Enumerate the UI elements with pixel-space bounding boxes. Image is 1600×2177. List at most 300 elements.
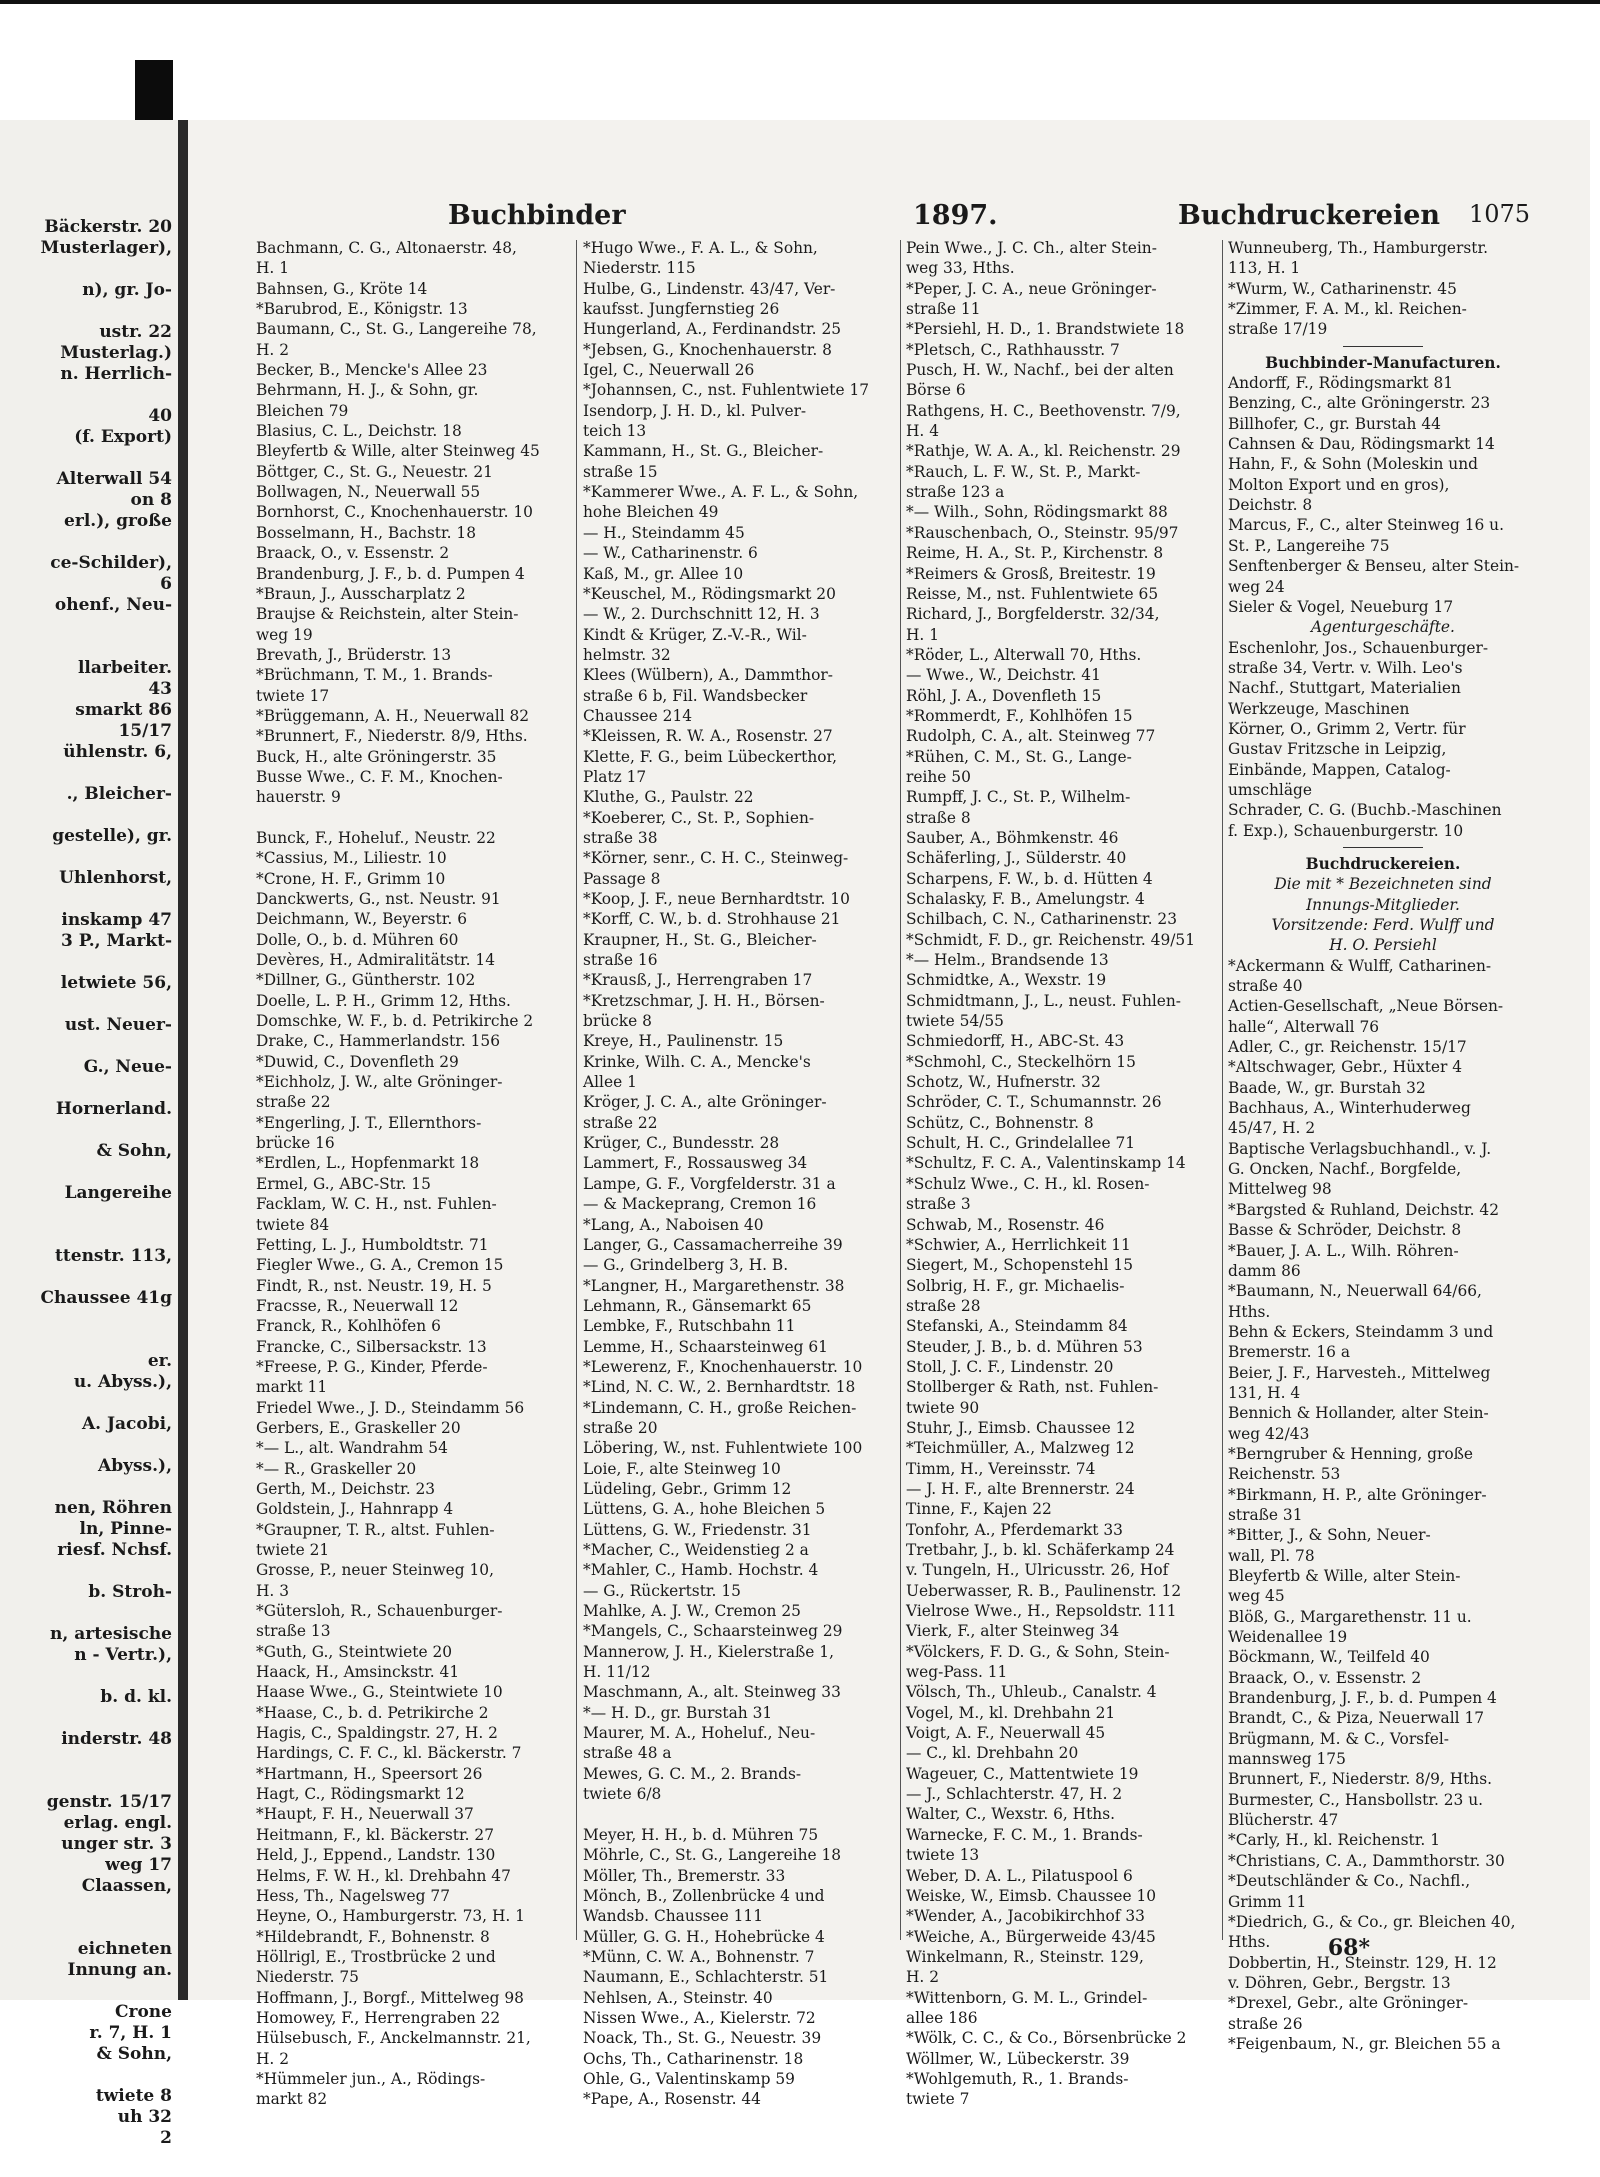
directory-entry-line: *Koeberer, C., St. P., Sophien- [583, 808, 815, 827]
directory-entry-line: v. Döhren, Gebr., Bergstr. 13 [1228, 1973, 1451, 1992]
directory-entry-line: *Kleissen, R. W. A., Rosenstr. 27 [583, 727, 833, 746]
directory-entry-line: *Persiehl, H. D., 1. Brandstwiete 18 [906, 320, 1185, 339]
directory-entry-line: twiete 54/55 [906, 1012, 1004, 1031]
fragment-line: erlag. engl. [63, 1813, 172, 1833]
directory-entry-line: Kaß, M., gr. Allee 10 [583, 564, 744, 583]
fragment-line: b. d. kl. [100, 1687, 172, 1707]
directory-entry-line: Lüttens, G. W., Friedenstr. 31 [583, 1520, 812, 1539]
fragment-line: ust. Neuer- [64, 1015, 172, 1035]
directory-entry-line: Lüttens, G. A., hohe Bleichen 5 [583, 1500, 826, 1519]
directory-entry-line: *Macher, C., Weidenstieg 2 a [583, 1541, 809, 1559]
directory-entry-line: *Zimmer, F. A. M., kl. Reichen- [1228, 300, 1467, 319]
fragment-line: Musterlag.) [60, 343, 172, 363]
directory-entry-line: Bleyfertb & Wille, alter Stein- [1228, 1567, 1461, 1585]
directory-entry-line: Schrader, C. G. (Buchb.-Maschinen [1228, 801, 1502, 820]
directory-entry-line: Deichstr. 8 [1228, 496, 1313, 515]
directory-entry-line: Braack, O., v. Essenstr. 2 [1228, 1668, 1422, 1687]
fragment-line: ühlenstr. 6, [63, 742, 172, 762]
directory-entry-line: *Schultz, F. C. A., Valentinskamp 14 [906, 1154, 1186, 1173]
directory-entry-line: Schilbach, C. N., Catharinenstr. 23 [906, 910, 1177, 929]
fragment-line: u. Abyss.), [73, 1372, 172, 1392]
directory-entry-line: *Feigenbaum, N., gr. Bleichen 55 a [1228, 2034, 1501, 2053]
directory-entry-line: H. 4 [906, 422, 939, 441]
directory-entry-line: Stoll, J. C. F., Lindenstr. 20 [906, 1357, 1114, 1376]
directory-entry-line: Bachmann, C. G., Altonaerstr. 48, [256, 239, 517, 257]
directory-entry-line: Mittelweg 98 [1228, 1180, 1332, 1199]
directory-entry-line: Müller, G. G. H., Hohebrücke 4 [583, 1927, 825, 1946]
directory-entry-line: Heyne, O., Hamburgerstr. 73, H. 1 [256, 1907, 525, 1926]
directory-entry-line: Danckwerts, G., nst. Neustr. 91 [256, 890, 501, 908]
directory-entry-line: *Lang, A., Naboisen 40 [583, 1215, 764, 1234]
directory-entry-line: Adler, C., gr. Reichenstr. 15/17 [1228, 1038, 1467, 1057]
directory-entry-line: Hths. [1228, 1933, 1271, 1952]
directory-entry-line: Franck, R., Kohlhöfen 6 [256, 1317, 441, 1336]
directory-entry-line: Helms, F. W. H., kl. Drehbahn 47 [256, 1866, 511, 1885]
directory-entry-line: Krüger, C., Bundesstr. 28 [583, 1134, 780, 1153]
column-2 [583, 238, 893, 2109]
directory-entry-line: *Schulz Wwe., C. H., kl. Rosen- [906, 1174, 1150, 1193]
directory-entry-line: H. 2 [906, 1968, 939, 1987]
directory-entry-line: Buck, H., alte Gröningerstr. 35 [256, 747, 497, 766]
directory-entry-line: Dobbertin, H., Steinstr. 129, H. 12 [1228, 1953, 1497, 1972]
header-year: 1897. [913, 200, 998, 231]
directory-entry-line: Hths. [1228, 1302, 1271, 1321]
directory-entry-line: *Altschwager, Gebr., Hüxter 4 [1228, 1058, 1463, 1077]
directory-entry-line: *Braun, J., Ausscharplatz 2 [256, 584, 466, 603]
directory-entry-line: Blücherstr. 47 [1228, 1811, 1339, 1830]
directory-entry-line: — H., Steindamm 45 [583, 523, 745, 542]
fragment-line: b. Stroh- [88, 1582, 172, 1602]
directory-entry-line: straße 22 [256, 1093, 331, 1112]
directory-entry-line [256, 808, 566, 828]
fragment-line: Abyss.), [98, 1456, 172, 1476]
directory-entry-line: Molton Export und en gros), [1228, 475, 1450, 494]
directory-entry-line: *Graupner, T. R., altst. Fuhlen- [256, 1520, 495, 1539]
fragment-line: r. 7, H. 1 [89, 2023, 172, 2043]
fragment-line: weg 17 [105, 1855, 172, 1875]
directory-entry-line: Hess, Th., Nagelsweg 77 [256, 1886, 450, 1905]
directory-entry-line: Fetting, L. J., Humboldtstr. 71 [256, 1235, 489, 1254]
directory-entry-line: Weiske, W., Eimsb. Chaussee 10 [906, 1886, 1157, 1905]
directory-entry-line: Einbände, Mappen, Catalog- [1228, 760, 1451, 779]
directory-entry-line: Pein Wwe., J. C. Ch., alter Stein- [906, 239, 1157, 257]
directory-entry-line: *Eichholz, J. W., alte Gröninger- [256, 1073, 503, 1092]
fragment-line: 6 [160, 574, 172, 594]
directory-entry-line: *Jebsen, G., Knochenhauerstr. 8 [583, 340, 832, 359]
directory-entry-line: Gustav Fritzsche in Leipzig, [1228, 740, 1447, 759]
directory-entry-line: Domschke, W. F., b. d. Petrikirche 2 [256, 1012, 534, 1031]
directory-entry-line: — W., 2. Durchschnitt 12, H. 3 [583, 605, 820, 624]
directory-entry-line: Devères, H., Admiralitätstr. 14 [256, 951, 496, 970]
directory-entry-line: Doelle, L. P. H., Grimm 12, Hths. [256, 991, 511, 1010]
directory-entry-line: *Carly, H., kl. Reichenstr. 1 [1228, 1831, 1440, 1850]
directory-entry-line: Stollberger & Rath, nst. Fuhlen- [906, 1378, 1159, 1397]
directory-entry-line: *Haupt, F. H., Neuerwall 37 [256, 1805, 474, 1824]
directory-entry-line: Richard, J., Borgfelderstr. 32/34, [906, 605, 1160, 624]
directory-entry-line: *Duwid, C., Dovenfleth 29 [256, 1052, 459, 1071]
directory-entry-line: Nachf., Stuttgart, Materialien [1228, 679, 1461, 698]
directory-entry-line: Baade, W., gr. Burstah 32 [1228, 1078, 1426, 1097]
directory-entry-line: Vielrose Wwe., H., Repsoldstr. 111 [906, 1602, 1177, 1621]
directory-entry-line: Naumann, E., Schlachterstr. 51 [583, 1968, 829, 1987]
directory-entry-line: Böttger, C., St. G., Neuestr. 21 [256, 462, 493, 481]
directory-entry-line: Brevath, J., Brüderstr. 13 [256, 645, 452, 664]
directory-entry-line: twiete 7 [906, 2090, 970, 2109]
signature-mark: 68* [1327, 1935, 1370, 1961]
directory-entry-line: *Rommerdt, F., Kohlhöfen 15 [906, 706, 1133, 725]
directory-entry-line: Möller, Th., Bremerstr. 33 [583, 1866, 786, 1885]
directory-entry-line: Höllrigl, E., Trostbrücke 2 und [256, 1947, 496, 1966]
directory-entry-line: Facklam, W. C. H., nst. Fuhlen- [256, 1195, 497, 1214]
directory-entry-line: Bennich & Hollander, alter Stein- [1228, 1404, 1489, 1423]
fragment-line: riesf. Nchsf. [57, 1540, 172, 1560]
directory-entry-line: straße 38 [583, 828, 658, 847]
directory-entry-line: Ueberwasser, R. B., Paulinenstr. 12 [906, 1581, 1182, 1600]
fragment-line: inskamp 47 [61, 910, 172, 930]
directory-entry-line: Marcus, F., C., alter Steinweg 16 u. [1228, 516, 1504, 535]
fragment-line: twiete 8 [95, 2086, 172, 2106]
directory-entry-line: reihe 50 [906, 767, 971, 786]
directory-entry-line: Held, J., Eppend., Landstr. 130 [256, 1846, 496, 1865]
directory-entry-line: *Birkmann, H. P., alte Gröninger- [1228, 1485, 1487, 1504]
fragment-line: inderstr. 48 [61, 1729, 172, 1749]
fragment-line: uh 32 [117, 2107, 172, 2127]
directory-entry-line: Friedel Wwe., J. D., Steindamm 56 [256, 1398, 525, 1417]
directory-entry-line: *Langner, H., Margarethenstr. 38 [583, 1276, 845, 1295]
directory-entry-line: *Dillner, G., Güntherstr. 102 [256, 971, 476, 990]
directory-entry-line: *Reimers & Grosß, Breitestr. 19 [906, 564, 1156, 583]
directory-entry-line: 113, H. 1 [1228, 259, 1301, 278]
directory-entry-line: *Wender, A., Jacobikirchhof 33 [906, 1907, 1145, 1926]
directory-entry-line: Actien-Gesellschaft, „Neue Börsen- [1228, 997, 1504, 1016]
directory-entry-line: Scharpens, F. W., b. d. Hütten 4 [906, 869, 1153, 888]
directory-entry-line: straße 3 [906, 1195, 971, 1214]
directory-entry-line: Wöllmer, W., Lübeckerstr. 39 [906, 2049, 1130, 2068]
directory-entry-line: straße 13 [256, 1622, 331, 1641]
directory-entry-line: Weber, D. A. L., Pilatuspool 6 [906, 1866, 1133, 1885]
directory-entry-line: *Körner, senr., C. H. C., Steinweg- [583, 849, 849, 868]
directory-entry-line: *— L., alt. Wandrahm 54 [256, 1439, 448, 1458]
directory-entry-line: St. P., Langereihe 75 [1228, 536, 1390, 555]
directory-entry-line: *Münn, C. W. A., Bohnenstr. 7 [583, 1947, 815, 1966]
directory-entry-line: Reisse, M., nst. Fuhlentwiete 65 [906, 584, 1159, 603]
directory-entry-line: Voigt, A. F., Neuerwall 45 [906, 1724, 1106, 1743]
directory-entry-line: brücke 8 [583, 1012, 652, 1031]
header-section-right: Buchdruckereien [1178, 200, 1441, 231]
directory-entry-line: H. 1 [906, 625, 939, 644]
directory-entry-line: Findt, R., nst. Neustr. 19, H. 5 [256, 1276, 492, 1295]
directory-entry-line: Röhl, J. A., Dovenfleth 15 [906, 686, 1102, 705]
directory-entry-line: Wageuer, C., Mattentwiete 19 [906, 1764, 1139, 1783]
directory-entry-line: Kraupner, H., St. G., Bleicher- [583, 930, 817, 949]
directory-entry-line: Körner, O., Grimm 2, Vertr. für [1228, 719, 1466, 738]
directory-entry-line: *Schmohl, C., Steckelhörn 15 [906, 1052, 1136, 1071]
fragment-line: ln, Pinne- [79, 1519, 172, 1539]
directory-entry-line: Klette, F. G., beim Lübeckerthor, [583, 747, 838, 766]
directory-entry-line: H. 11/12 [583, 1663, 651, 1682]
directory-entry-line: Mannerow, J. H., Kielerstraße 1, [583, 1642, 834, 1661]
section-note: Agenturgeschäfte. [1311, 618, 1455, 637]
directory-entry-line: *Krausß, J., Herrengraben 17 [583, 971, 813, 990]
fragment-line: 3 P., Markt- [61, 931, 172, 951]
directory-entry-line: umschläge [1228, 780, 1312, 799]
fragment-line: 40 [148, 406, 172, 426]
fragment-line: G., Neue- [83, 1057, 172, 1077]
directory-entry-line: *Kretzschmar, J. H. H., Börsen- [583, 991, 825, 1010]
fragment-line: Claassen, [81, 1876, 172, 1896]
directory-entry-line: Noack, Th., St. G., Neuestr. 39 [583, 2029, 822, 2048]
directory-entry-line: Hoffmann, J., Borgf., Mittelweg 98 [256, 1988, 524, 2007]
directory-entry-line: twiete 13 [906, 1846, 980, 1865]
directory-entry-line: *Ackermann & Wulff, Catharinen- [1228, 956, 1492, 975]
directory-entry-line: Brandenburg, J. F., b. d. Pumpen 4 [256, 564, 525, 583]
directory-entry-line: *Rauch, L. F. W., St. P., Markt- [906, 462, 1141, 481]
directory-entry-line: straße 17/19 [1228, 320, 1328, 339]
directory-entry-line: *Hümmeler jun., A., Rödings- [256, 2069, 486, 2088]
directory-entry-line: twiete 6/8 [583, 1785, 662, 1804]
directory-entry-line: Senftenberger & Benseu, alter Stein- [1228, 557, 1520, 576]
directory-entry-line: Passage 8 [583, 869, 661, 888]
directory-entry-line: — C., kl. Drehbahn 20 [906, 1744, 1079, 1763]
directory-entry-line: Fiegler Wwe., G. A., Cremon 15 [256, 1256, 504, 1275]
directory-entry-line: *Schmidt, F. D., gr. Reichenstr. 49/51 [906, 930, 1195, 949]
directory-entry-line: *Peper, J. C. A., neue Gröninger- [906, 279, 1157, 298]
directory-entry-line: twiete 17 [256, 686, 330, 705]
directory-entry-line: Vogel, M., kl. Drehbahn 21 [906, 1703, 1116, 1722]
fragment-line: 43 [148, 679, 172, 699]
directory-entry-line: Brandenburg, J. F., b. d. Pumpen 4 [1228, 1689, 1497, 1708]
directory-entry-line: Brandt, C., & Piza, Neuerwall 17 [1228, 1709, 1485, 1728]
directory-entry-line: straße 22 [583, 1113, 658, 1132]
directory-entry-line: *Mangels, C., Schaarsteinweg 29 [583, 1622, 843, 1641]
directory-entry-line: markt 11 [256, 1378, 328, 1397]
directory-entry-line: Kluthe, G., Paulstr. 22 [583, 788, 754, 807]
directory-entry-line: Mönch, B., Zollenbrücke 4 und [583, 1886, 825, 1905]
directory-entry-line: Schmiedorff, H., ABC-St. 43 [906, 1032, 1125, 1051]
fragment-line: n. Herrlich- [60, 364, 172, 384]
directory-entry-line: Weidenallee 19 [1228, 1628, 1348, 1647]
directory-entry-line: 131, H. 4 [1228, 1383, 1301, 1402]
directory-entry-line: *Engerling, J. T., Ellernthors- [256, 1113, 482, 1132]
directory-entry-line: Lampe, G. F., Vorgfelderstr. 31 a [583, 1174, 836, 1193]
directory-entry-line: *Korff, C. W., b. d. Strohhause 21 [583, 910, 841, 929]
directory-entry-line: Blasius, C. L., Deichstr. 18 [256, 422, 462, 441]
directory-entry-line: damm 86 [1228, 1261, 1301, 1280]
directory-entry-line: *Brüchmann, T. M., 1. Brands- [256, 666, 493, 685]
directory-entry-line: hohe Bleichen 49 [583, 503, 719, 522]
directory-entry-line: hauerstr. 9 [256, 788, 341, 807]
directory-entry-line: *Pletsch, C., Rathhausstr. 7 [906, 340, 1120, 359]
directory-entry-line: *Röder, L., Alterwall 70, Hths. [906, 645, 1142, 664]
directory-entry-line: Hagt, C., Rödingsmarkt 12 [256, 1785, 465, 1804]
fragment-line: unger str. 3 [61, 1834, 172, 1854]
directory-entry-line: Reichenstr. 53 [1228, 1465, 1341, 1484]
directory-entry-line: Haase Wwe., G., Steintwiete 10 [256, 1683, 503, 1702]
directory-entry-line: Goldstein, J., Hahnrapp 4 [256, 1500, 454, 1519]
directory-entry-line: straße 34, Vertr. v. Wilh. Leo's [1228, 658, 1463, 677]
directory-entry-line: Mahlke, A. J. W., Cremon 25 [583, 1602, 801, 1621]
directory-entry-line: Bachhaus, A., Winterhuderweg [1228, 1099, 1471, 1118]
directory-entry-line: *— Helm., Brandsende 13 [906, 951, 1109, 970]
directory-entry-line: Meyer, H. H., b. d. Mühren 75 [583, 1825, 819, 1844]
directory-entry-line: — W., Catharinenstr. 6 [583, 544, 758, 563]
directory-entry-line: wall, Pl. 78 [1228, 1546, 1315, 1565]
directory-entry-line: *— Wilh., Sohn, Rödingsmarkt 88 [906, 503, 1168, 522]
directory-entry-line: Schult, H. C., Grindelallee 71 [906, 1134, 1136, 1153]
directory-entry-line: straße 6 b, Fil. Wandsbecker [583, 686, 808, 705]
directory-entry-line: Kröger, J. C. A., alte Gröninger- [583, 1093, 827, 1112]
directory-entry-line: straße 31 [1228, 1505, 1303, 1524]
directory-entry-line: Hulbe, G., Lindenstr. 43/47, Ver- [583, 279, 836, 298]
directory-entry-line: Bleichen 79 [256, 401, 349, 420]
fragment-line: Musterlager), [40, 238, 172, 258]
directory-entry-line: halle“, Alterwall 76 [1228, 1017, 1380, 1036]
directory-entry-line: *Lindemann, C. H., große Reichen- [583, 1398, 857, 1417]
directory-entry-line: Timm, H., Vereinsstr. 74 [906, 1459, 1096, 1478]
directory-entry-line: Bleyfertb & Wille, alter Steinweg 45 [256, 442, 540, 461]
directory-entry-line: Bahnsen, G., Kröte 14 [256, 279, 428, 298]
directory-entry-line: *Bargsted & Ruhland, Deichstr. 42 [1228, 1200, 1499, 1219]
directory-entry-line: *Crone, H. F., Grimm 10 [256, 869, 446, 888]
directory-entry-line: — J. H. F., alte Brennerstr. 24 [906, 1479, 1135, 1498]
section-note: Innungs-Mitglieder. [1306, 895, 1460, 914]
directory-entry-line: Ochs, Th., Catharinenstr. 18 [583, 2049, 804, 2068]
directory-entry-line: *Bauer, J. A. L., Wilh. Röhren- [1228, 1241, 1459, 1260]
fragment-line: Langereihe [64, 1183, 172, 1203]
directory-entry-line: Gerth, M., Deichstr. 23 [256, 1479, 436, 1498]
directory-entry-line: Siegert, M., Schopenstehl 15 [906, 1256, 1134, 1275]
directory-entry-line: Schäferling, J., Sülderstr. 40 [906, 849, 1127, 868]
fragment-line: n, artesische [50, 1624, 172, 1644]
directory-entry-line: Schütz, C., Bohnenstr. 8 [906, 1113, 1094, 1132]
directory-entry-line: H. 2 [256, 340, 289, 359]
directory-entry-line: Fracsse, R., Neuerwall 12 [256, 1296, 459, 1315]
directory-entry-line: Benzing, C., alte Gröningerstr. 23 [1228, 394, 1491, 413]
directory-entry-line: *Freese, P. G., Kinder, Pferde- [256, 1357, 488, 1376]
directory-entry-line: *Teichmüller, A., Malzweg 12 [906, 1439, 1135, 1458]
directory-entry-line: *— H. D., gr. Burstah 31 [583, 1703, 773, 1722]
directory-entry-line: Baptische Verlagsbuchhandl., v. J. [1228, 1139, 1492, 1158]
scan-top-edge [0, 0, 1600, 4]
directory-entry-line: *Völckers, F. D. G., & Sohn, Stein- [906, 1642, 1170, 1661]
fragment-line: ce-Schilder), [50, 553, 172, 573]
fragment-line: ohenf., Neu- [54, 595, 172, 615]
directory-entry-line: *Hartmann, H., Speersort 26 [256, 1764, 483, 1783]
fragment-line: Chaussee 41g [40, 1288, 172, 1308]
directory-entry-line: v. Tungeln, H., Ulricusstr. 26, Hof [906, 1561, 1169, 1580]
directory-entry-line: *Guth, G., Steintwiete 20 [256, 1642, 453, 1661]
directory-entry-line: Kindt & Krüger, Z.-V.-R., Wil- [583, 625, 807, 644]
directory-entry-line: Niederstr. 115 [583, 259, 696, 278]
directory-entry-line: helmstr. 32 [583, 645, 671, 664]
directory-entry-line: *Wölk, C. C., & Co., Börsenbrücke 2 [906, 2029, 1187, 2048]
directory-entry-line: Pusch, H. W., Nachf., bei der alten [906, 361, 1174, 380]
directory-entry-line: Bunck, F., Hoheluf., Neustr. 22 [256, 828, 496, 847]
directory-entry-line: Rudolph, C. A., alt. Steinweg 77 [906, 727, 1156, 746]
directory-entry-line: weg 42/43 [1228, 1424, 1310, 1443]
directory-entry-line: Kreye, H., Paulinenstr. 15 [583, 1032, 784, 1051]
directory-entry-line: Behrmann, H. J., & Sohn, gr. [256, 381, 479, 400]
fragment-line: Bäckerstr. 20 [44, 217, 172, 237]
directory-entry-line: straße 8 [906, 808, 971, 827]
section-rule [1343, 847, 1423, 848]
directory-entry-line: Ohle, G., Valentinskamp 59 [583, 2069, 795, 2088]
directory-entry-line: Allee 1 [583, 1073, 637, 1092]
directory-entry-line: Völsch, Th., Uhleub., Canalstr. 4 [906, 1683, 1157, 1702]
fragment-line: & Sohn, [96, 2044, 172, 2064]
directory-entry-line: *Johannsen, C., nst. Fuhlentwiete 17 [583, 381, 870, 400]
directory-entry-line: Bremerstr. 16 a [1228, 1343, 1351, 1362]
directory-entry-line: twiete 84 [256, 1215, 330, 1234]
directory-entry-line: Cahnsen & Dau, Rödingsmarkt 14 [1228, 435, 1495, 454]
directory-entry-line: G. Oncken, Nachf., Borgfelde, [1228, 1160, 1462, 1179]
directory-entry-line: Haack, H., Amsinckstr. 41 [256, 1663, 460, 1682]
directory-entry-line: f. Exp.), Schauenburgerstr. 10 [1228, 821, 1464, 840]
fragment-line: genstr. 15/17 [46, 1792, 172, 1812]
directory-entry-line: markt 82 [256, 2090, 328, 2109]
directory-entry-line: Drake, C., Hammerlandstr. 156 [256, 1032, 501, 1051]
directory-entry-line: Hagis, C., Spaldingstr. 27, H. 2 [256, 1724, 498, 1743]
directory-entry-line: Schalasky, F. B., Amelungstr. 4 [906, 890, 1145, 908]
section-note: Die mit * Bezeichneten sind [1274, 875, 1492, 894]
directory-entry-line: Grimm 11 [1228, 1892, 1307, 1911]
directory-entry-line: teich 13 [583, 422, 647, 441]
directory-entry-line: H. 3 [256, 1581, 289, 1600]
directory-entry-line: Platz 17 [583, 767, 647, 786]
directory-entry-line: weg-Pass. 11 [906, 1663, 1008, 1682]
directory-entry-line: Walter, C., Wexstr. 6, Hths. [906, 1805, 1115, 1824]
directory-entry-line: Isendorp, J. H. D., kl. Pulver- [583, 401, 807, 420]
directory-entry-line: Bosselmann, H., Bachstr. 18 [256, 523, 477, 542]
directory-entry-line: Stuhr, J., Eimsb. Chaussee 12 [906, 1418, 1136, 1437]
directory-entry-line: — Wwe., W., Deichstr. 41 [906, 666, 1101, 685]
fragment-line: 2 [160, 2128, 172, 2148]
directory-entry-line: Lammert, F., Rossausweg 34 [583, 1154, 808, 1173]
directory-entry-line: Bornhorst, C., Knochenhauerstr. 10 [256, 503, 533, 522]
column-divider [1222, 240, 1223, 1940]
directory-entry-line: straße 16 [583, 951, 658, 970]
directory-entry-line: Ermel, G., ABC-Str. 15 [256, 1174, 431, 1193]
directory-entry-line: Winkelmann, R., Steinstr. 129, [906, 1947, 1144, 1966]
directory-entry-line: Vierk, F., alter Steinweg 34 [906, 1622, 1120, 1641]
directory-entry-line: Wunneuberg, Th., Hamburgerstr. [1228, 239, 1489, 257]
directory-entry-line: Deichmann, W., Beyerstr. 6 [256, 910, 467, 929]
fragment-line: on 8 [130, 490, 172, 510]
fragment-line: 15/17 [118, 721, 172, 741]
directory-entry-line: Lehmann, R., Gänsemarkt 65 [583, 1296, 812, 1315]
directory-entry-line: Warnecke, F. C. M., 1. Brands- [906, 1825, 1143, 1844]
directory-entry-line: *Lewerenz, F., Knochenhauerstr. 10 [583, 1357, 863, 1376]
fragment-line: nen, Röhren [54, 1498, 172, 1518]
directory-entry-line: Börse 6 [906, 381, 966, 400]
directory-entry-line: *Pape, A., Rosenstr. 44 [583, 2090, 761, 2109]
directory-entry-line [583, 1804, 893, 1824]
directory-entry-line: Grosse, P., neuer Steinweg 10, [256, 1561, 494, 1580]
directory-entry-line: Chaussee 214 [583, 706, 693, 725]
directory-entry-line: *Schwier, A., Herrlichkeit 11 [906, 1235, 1131, 1254]
fragment-line: ., Bleicher- [66, 784, 172, 804]
directory-entry-line: Sieler & Vogel, Neueburg 17 [1228, 597, 1454, 616]
directory-entry-line: *Diedrich, G., & Co., gr. Bleichen 40, [1228, 1912, 1516, 1931]
directory-entry-line: *Wittenborn, G. M. L., Grindel- [906, 1988, 1148, 2007]
directory-entry-line: *Rathje, W. A. A., kl. Reichenstr. 29 [906, 442, 1181, 461]
directory-entry-line: — G., Grindelberg 3, H. B. [583, 1256, 789, 1275]
directory-entry-line: Niederstr. 75 [256, 1968, 359, 1987]
directory-entry-line: Heitmann, F., kl. Bäckerstr. 27 [256, 1825, 495, 1844]
directory-entry-line: *Deutschländer & Co., Nachfl., [1228, 1872, 1471, 1891]
directory-entry-line: Schotz, W., Hufnerstr. 32 [906, 1073, 1101, 1092]
directory-entry-line: Francke, C., Silbersackstr. 13 [256, 1337, 487, 1356]
